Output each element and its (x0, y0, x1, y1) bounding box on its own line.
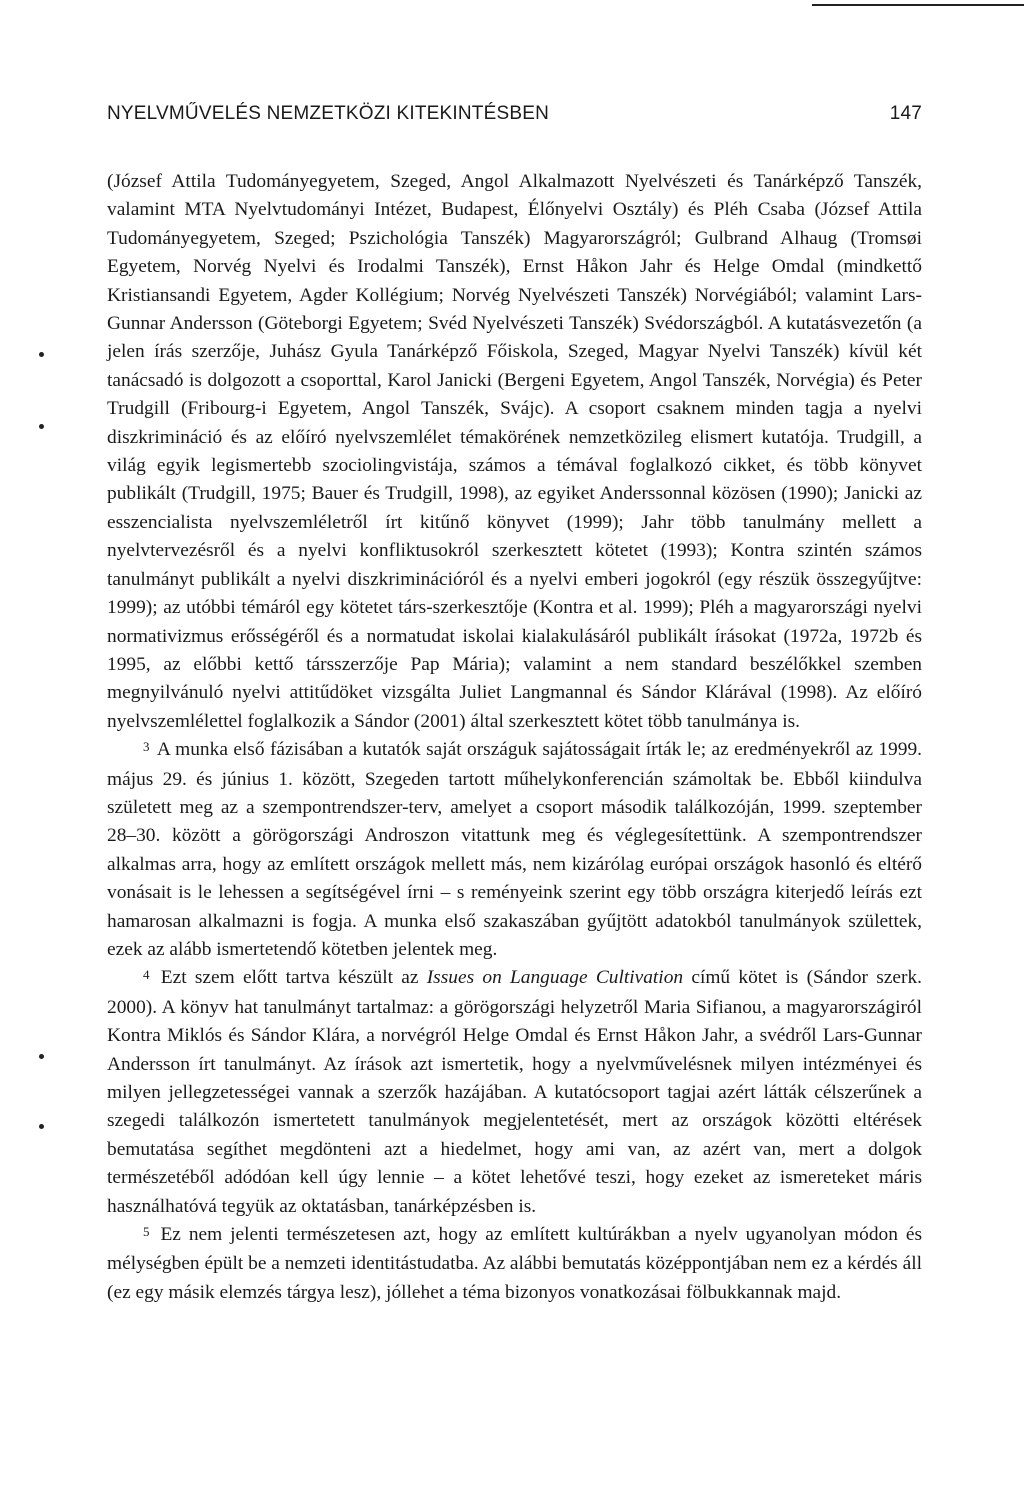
footnote-text: A munka első fázisában a kutatók saját országuk sajátosságait írták le; az eredményekről az 1999. május 29. és június 1. között, Szegeden tartott műhelykonferencián számoltak be. Ebből kiindulva született meg az a szempontrendszer-terv, amelyet a csoport második találkozóján, 1999. szeptember 28–30. között a görögországi Androszon vitattunk meg és véglegesítettünk. A szempontrendszer alkalmas arra, hogy az említett országok mellett más, nem kizárólag európai országok hasonló és eltérő vonásait is le lehessen a segítségével írni – s reményeink szerint egy több országra kiterjedő leírás ezt hamarosan alkalmazni is fogja. A munka első szakaszában gyűjtött adatokból tanulmányok születtek, ezek az alább ismertetendő kötetben jelentek meg. (107, 739, 922, 960)
margin-speck (39, 352, 44, 357)
footnote-number: 3 (143, 739, 150, 755)
running-head (107, 103, 922, 129)
running-title: NYELVMŰVELÉS NEMZETKÖZI KITEKINTÉSBEN (107, 103, 550, 124)
continued-paragraph: (József Attila Tudományegyetem, Szeged, Angol Alkalmazott Nyelvészeti és Tanárképző Tanszék, valamint MTA Nyelvtudományi Intézet, Budapest, Élőnyelvi Osztály) és Pléh Csaba (József Attila Tudományegyetem, Szeged; Pszichológia Tanszék) Magyarországról; Gulbrand Alhaug (Tromsøi Egyetem, Norvég Nyelvi és Irodalmi Tanszék), Ernst Håkon Jahr és Helge Omdal (mindkettő Kristiansandi Egyetem, Agder Kollégium; Norvég Nyelvészeti Tanszék) Norvégiából; valamint Lars-Gunnar Andersson (Göteborgi Egyetem; Svéd Nyelvészeti Tanszék) Svédországból. A kutatásvezetőn (a jelen írás szerzője, Juhász Gyula Tanárképző Főiskola, Szeged, Magyar Nyelvi Tanszék) kívül két tanácsadó is dolgozott a csoporttal, Karol Janicki (Bergeni Egyetem, Angol Tanszék, Norvégia) és Peter Trudgill (Fribourg-i Egyetem, Angol Tanszék, Svájc). A csoport csaknem minden tagja a nyelvi diszkrimináció és az előíró nyelvszemlélet témakörének nemzetközileg elismert kutatója. Trudgill, a világ egyik legismertebb szociolingvistája, számos a témával foglalkozó cikket, és több könyvet publikált (Trudgill, 1975; Bauer és Trudgill, 1998), az egyiket Anderssonnal közösen (1990); Janicki az esszencialista nyelvszemléletről írt kitűnő könyvet (1999); Jahr több tanulmány mellett a nyelvtervezésről és a nyelvi konfliktusokról szerkesztett kötetet (1993); Kontra szintén számos tanulmányt publikált a nyelvi diszkriminációról és a nyelvi emberi jogokról (egy részük összegyűjtve: 1999); az utóbbi témáról egy kötetet társ-szerkesztője (Kontra et al. 1999); Pléh a magyarországi nyelvi normativizmus erősségéről és a normatudat iskolai kialakulásáról publikált írásokat (1972a, 1972b és 1995, az előbbi kettő társszerzője Pap Mária); valamint a nem standard beszélőkkel szemben megnyilvánuló nyelvi attitűdöket vizsgálta Juliet Langmannal és Sándor Klárával (1998). Az előíró nyelvszemlélettel foglalkozik a Sándor (2001) által szerkesztett kötet több tanulmánya is. (107, 171, 922, 732)
footnote-4 (107, 964, 922, 1221)
book-title: Issues on Language Cultivation (426, 967, 684, 989)
footnote-5 (107, 1221, 922, 1307)
page-body (107, 168, 922, 1307)
margin-speck (39, 424, 44, 429)
footnote-number: 4 (143, 967, 150, 983)
margin-speck (39, 1054, 44, 1059)
footnote-text: Ezt szem előtt tartva készült az (160, 967, 419, 989)
footnote-3 (107, 736, 922, 964)
margin-speck (39, 1124, 44, 1129)
footnote-text: Ez nem jelenti természetesen azt, hogy az említett kultúrákban a nyelv ugyanolyan módon és mélységben épült be a nemzeti identitástudatba. Az alábbi bemutatás középpontjában nem ez a kérdés áll (ez egy másik elemzés tárgya lesz), jóllehet a téma bizonyos vonatkozásai fölbukkannak majd. (107, 1224, 922, 1303)
footnote-number: 5 (143, 1224, 150, 1240)
page-number: 147 (889, 103, 922, 124)
footnote-text: című kötet is (Sándor szerk. 2000). A könyv hat tanulmányt tartalmaz: a görögországi helyzetről Maria Sifianou, a magyarországiról Kontra Miklós és Sándor Klára, a norvégról Helge Omdal és Ernst Håkon Jahr, a svédről Lars-Gunnar Andersson írt tanulmányt. Az írások azt ismertetik, hogy a nyelvművelésnek milyen intézményei és milyen jellegzetességei vannak a szerzők hazájában. A kutatócsoport tagjai azért látták célszerűnek a szegedi találkozón ismertetett tanulmányok megjelentetését, mert az országok közötti eltérések bemutatása segíthet megdönteni azt a hiedelmet, hogy ami van, az azért van, mert a dolgok természetéből adódóan kell úgy lennie – a kötet lehetővé teszi, hogy ezeket az ismereteket máris használhatóvá tegyük az oktatásban, tanárképzésben is. (107, 967, 922, 1217)
top-edge-rule (812, 4, 1024, 6)
